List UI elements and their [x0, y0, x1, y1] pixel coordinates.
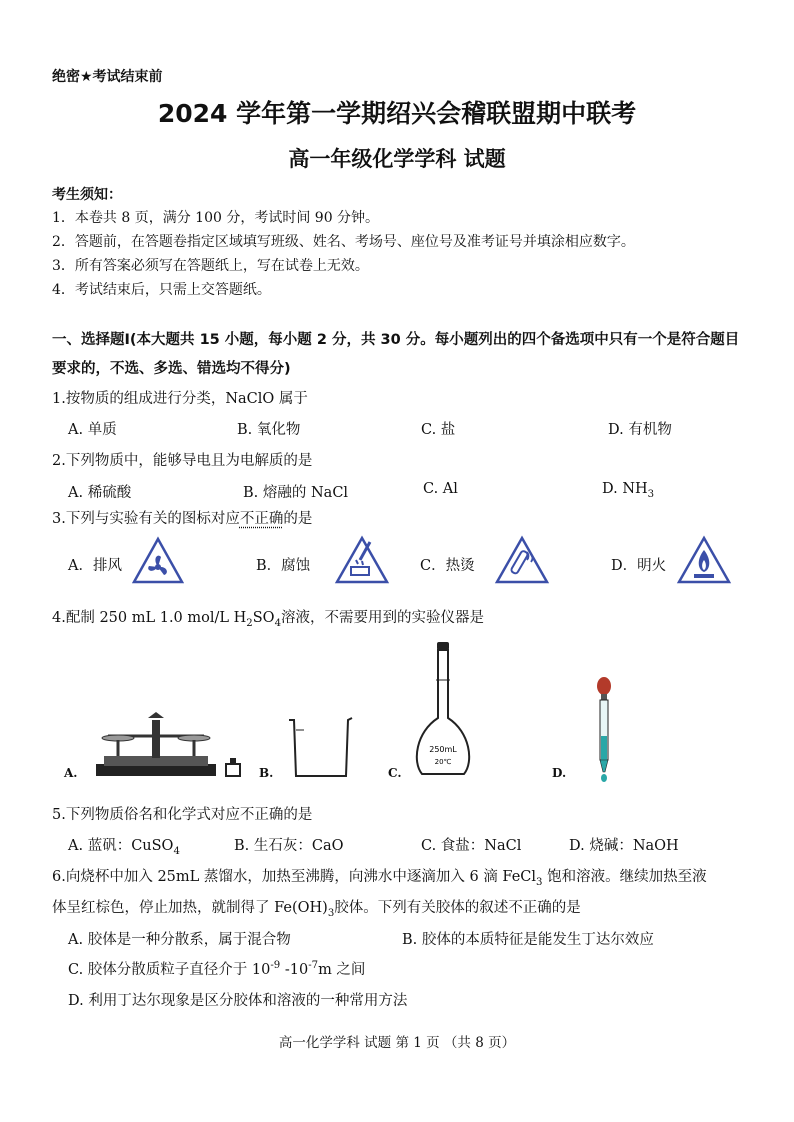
q6-option-d: D. 利用丁达尔现象是区分胶体和溶液的一种常用方法: [68, 993, 408, 1009]
section-heading: 一、选择题I(本大题共 15 小题，每小题 2 分，共 30 分。每小题列出的四个备选项中只有一个是符合题目要求的，不选、多选、错选均不得分): [52, 332, 740, 377]
question-2-stem: 2.下列物质中，能够导电且为电解质的是: [52, 453, 313, 469]
flask-capacity-label: 250mL: [429, 745, 457, 754]
q5-option-d: D. 烧碱：NaOH: [569, 838, 679, 854]
notice-item: 1．本卷共 8 页，满分 100 分，考试时间 90 分钟。: [52, 210, 380, 226]
secret-label: 绝密★考试结束前: [52, 69, 163, 85]
q1-option-c: C. 盐: [421, 422, 456, 438]
q5-option-a: A. 蓝矾：CuSO$_4$: [68, 838, 180, 857]
q1-option-d: D. 有机物: [608, 422, 672, 438]
emphasis-dots: 不正确: [239, 511, 284, 527]
q1-option-a: A. 单质: [68, 422, 117, 438]
flask-temperature-label: 20℃: [434, 758, 452, 766]
q2-option-b: B. 熔融的 NaCl: [243, 485, 349, 501]
notice-item: 2．答题前，在答题卷指定区域填写班级、姓名、考场号、座位号及准考证号并填涂相应数字。: [52, 234, 635, 250]
q5-option-c: C. 食盐：NaCl: [421, 838, 522, 854]
q2-option-a: A. 稀硫酸: [68, 485, 132, 501]
q2-option-c: C. Al: [423, 481, 458, 497]
question-4-stem: 4.配制 250 mL 1.0 mol/L $H_2SO_4$溶液，不需要用到的实验仪器是: [52, 610, 485, 629]
open-flame-icon: [676, 534, 732, 586]
volumetric-flask-icon: [410, 640, 476, 780]
page-footer: 高一化学学科 试题 第 1 页 （共 8 页）: [278, 1035, 516, 1051]
question-1-stem: 1.按物质的组成进行分类，NaClO 属于: [52, 391, 308, 407]
q6-option-c: C. 胶体分散质粒子直径介于 $10^{-9}$ $-10^{-7}m$ 之间: [68, 960, 366, 978]
dropper-icon: [592, 676, 616, 784]
question-6-stem-line1: 6.向烧杯中加入 25mL 蒸馏水，加热至沸腾，向沸水中逐滴加入 6 滴 FeCl$_3$ 饱和溶液。继续加热至液: [52, 869, 707, 888]
beaker-icon: [286, 716, 356, 780]
question-5-stem: 5.下列物质俗名和化学式对应不正确的是: [52, 807, 313, 823]
q1-option-b: B. 氧化物: [237, 422, 301, 438]
q4-option-c: C.: [388, 766, 402, 780]
balance-scale-icon: [88, 712, 248, 780]
corrosion-icon: [334, 534, 390, 586]
q4-option-a: A.: [64, 766, 78, 780]
notice-item: 4．考试结束后，只需上交答题纸。: [52, 282, 271, 298]
hot-surface-icon: [494, 534, 550, 586]
notice-heading: 考生须知：: [52, 187, 122, 203]
q2-option-d: D. $NH_3$: [602, 481, 655, 500]
q4-option-b: B.: [259, 766, 274, 780]
q6-option-b: B. 胶体的本质特征是能发生丁达尔效应: [402, 932, 654, 948]
q6-option-a: A. 胶体是一种分散系，属于混合物: [68, 932, 291, 948]
exam-title: 2024 学年第一学期绍兴会稽联盟期中联考: [157, 99, 637, 128]
q3-option-b: B．腐蚀: [256, 558, 311, 574]
exam-subtitle: 高一年级化学学科 试题: [288, 147, 506, 171]
q3-option-c: C．热烫: [420, 558, 475, 574]
q3-option-d: D．明火: [611, 558, 667, 574]
q4-option-d: D.: [552, 766, 567, 780]
question-3-stem: 3.下列与实验有关的图标对应不正确的是: [52, 511, 313, 527]
q3-option-a: A．排风: [68, 558, 122, 574]
q5-option-b: B. 生石灰：CaO: [234, 838, 344, 854]
ventilation-icon: [132, 536, 184, 586]
question-6-stem-line2: 体呈红棕色，停止加热，就制得了 $Fe(OH)_3$胶体。下列有关胶体的叙述不正确的是: [52, 900, 581, 919]
notice-item: 3．所有答案必须写在答题纸上，写在试卷上无效。: [52, 258, 369, 274]
